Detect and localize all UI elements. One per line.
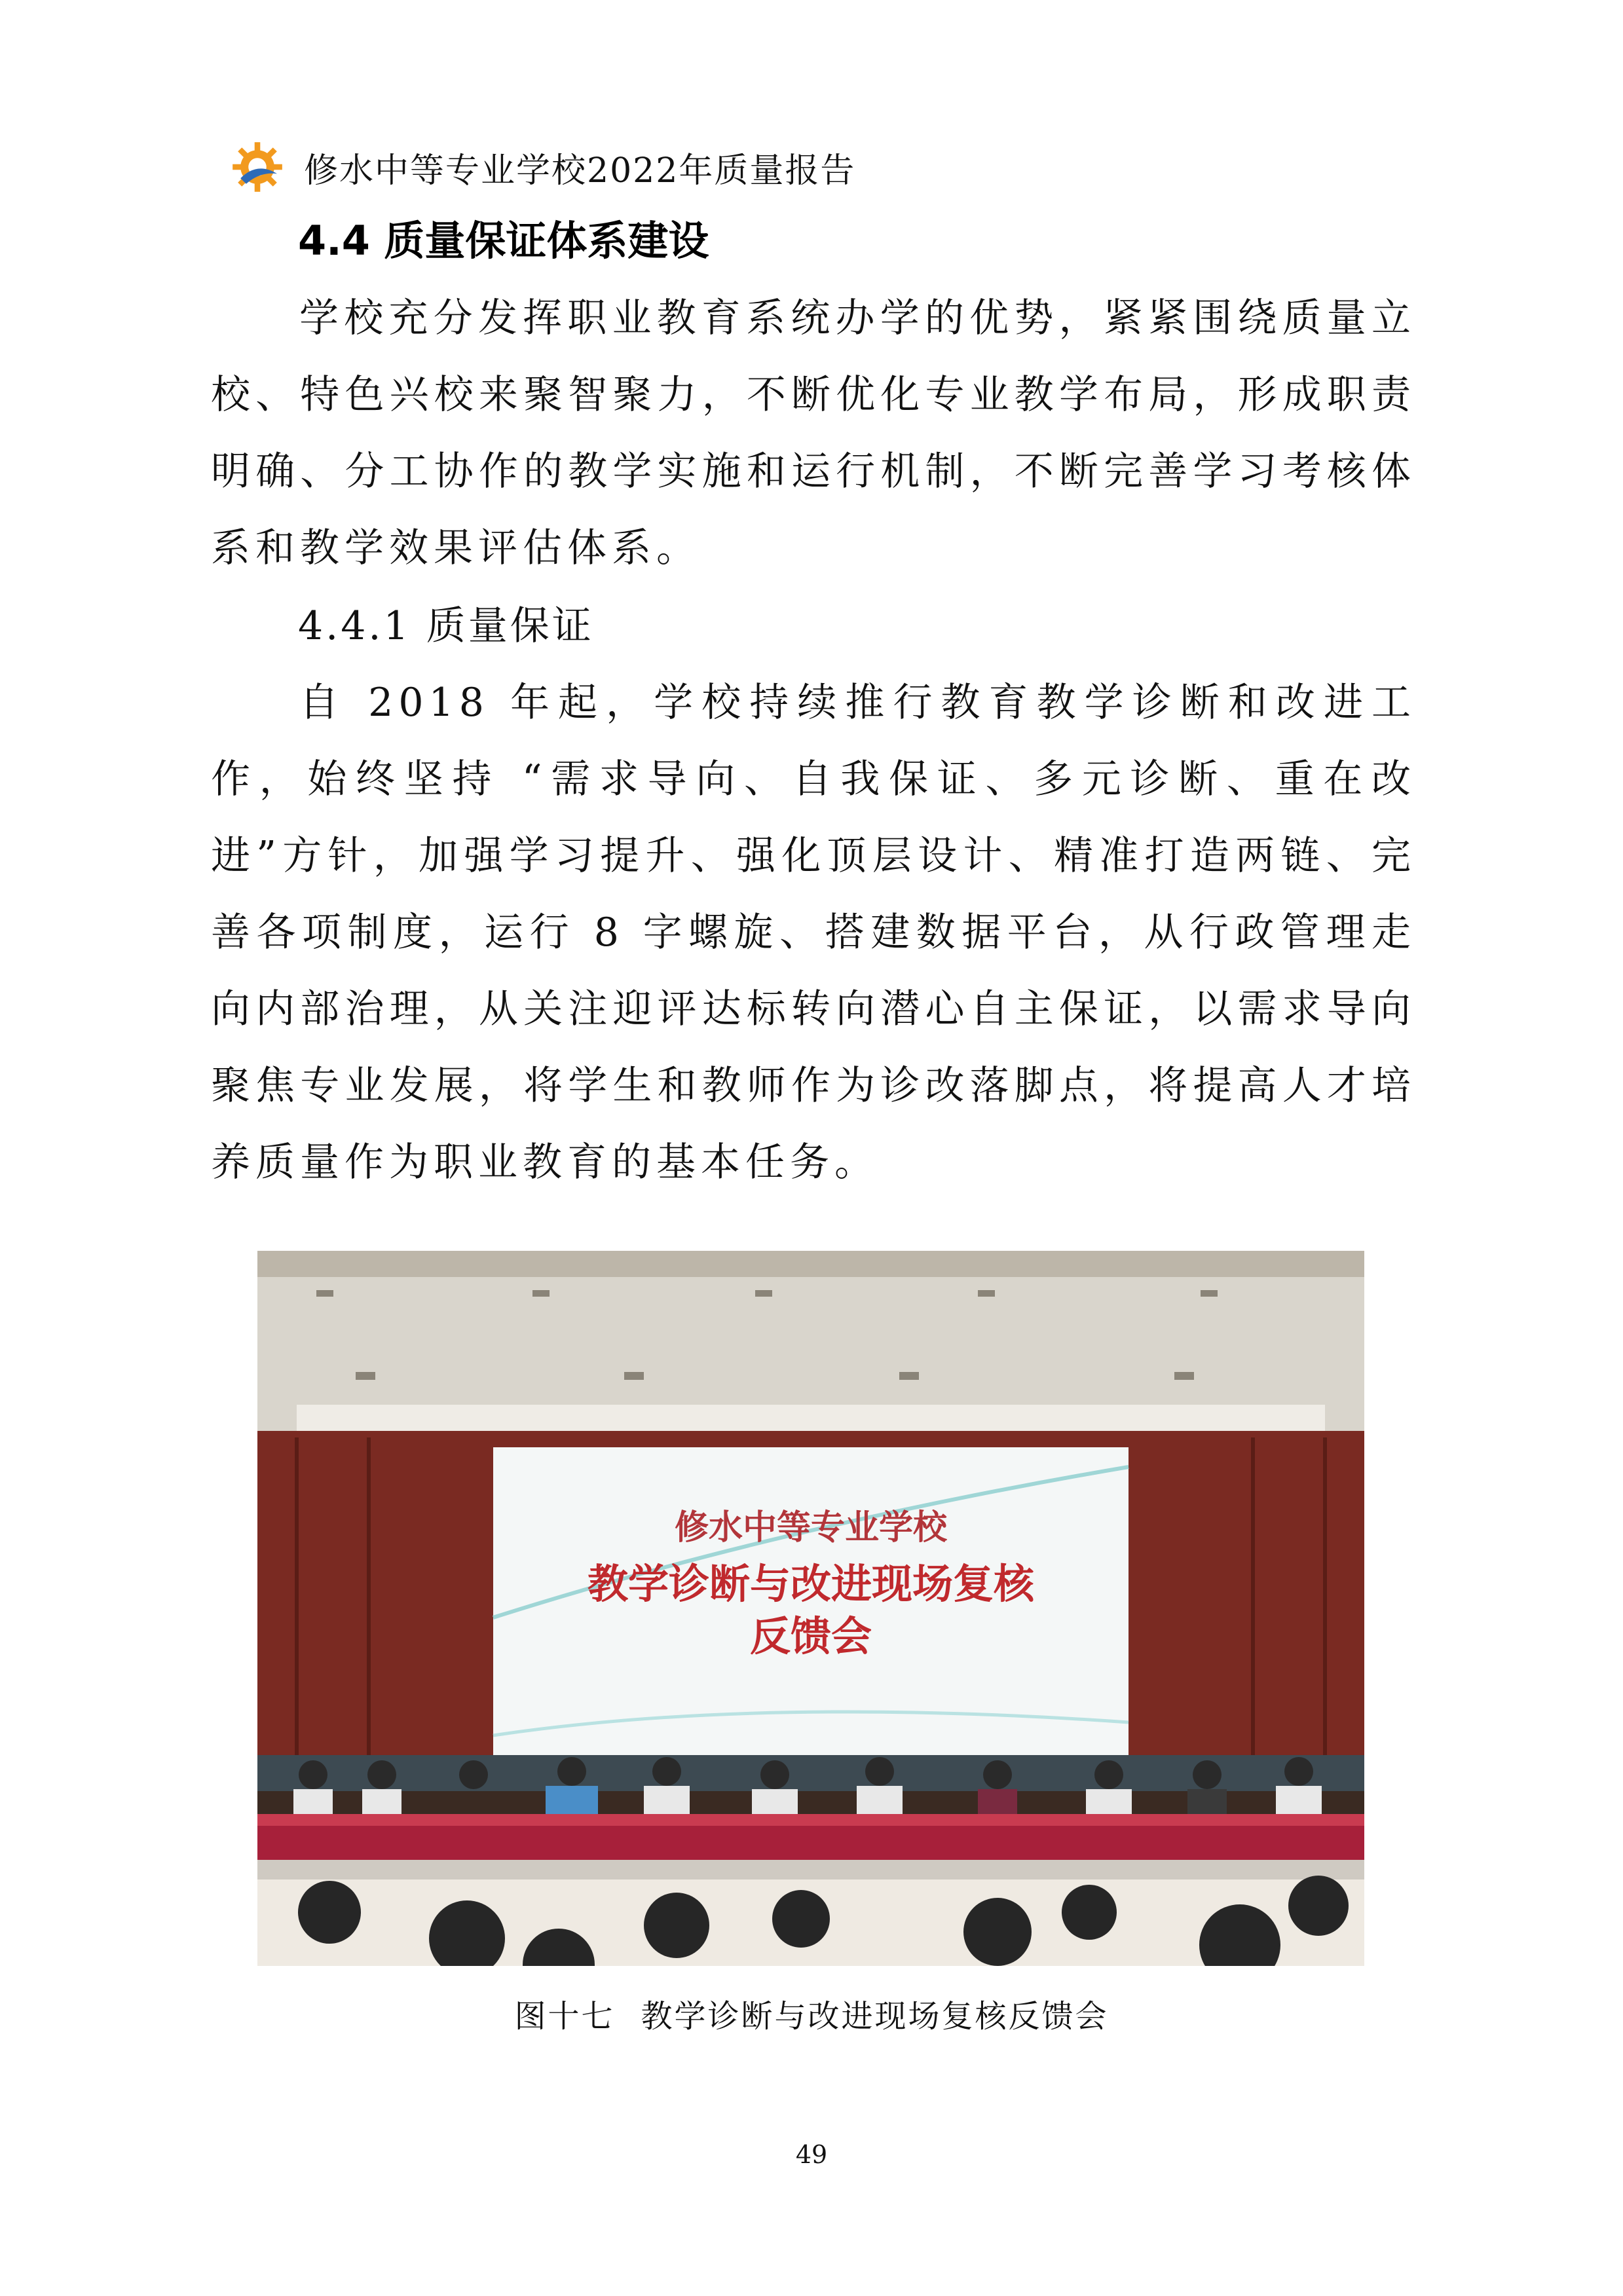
meeting-photo	[257, 1251, 1364, 1966]
subsection-heading: 4.4.1 质量保证	[298, 603, 594, 649]
subsection-paragraph: 自 2018 年起，学校持续推行教育教学诊断和改进工作，始终坚持 “需求导向、自我保证、多元诊断、重在改进”方针，加强学习提升、强化顶层设计、精准打造两链、完善各项制度，运行 8 字螺旋、搭建数据平台，从行政管理走向内部治理，从关注迎评达标转向潜心自主保证，以需求导向聚焦专业发展，将学生和教师作为诊改落脚点，将提高人才培养质量作为职业教育的基本任务。	[211, 680, 1416, 1185]
figure-caption-text: 教学诊断与改进现场复核反馈会	[641, 1998, 1109, 2035]
report-title: 修水中等专业学校2022年质量报告	[304, 151, 856, 191]
screen-meeting-subtitle: 反馈会	[749, 1612, 872, 1660]
page-header	[229, 131, 855, 203]
page-number: 49	[795, 2140, 828, 2169]
school-emblem-icon	[229, 139, 286, 195]
figure-caption	[0, 1991, 1623, 2036]
screen-school-name: 修水中等专业学校	[674, 1508, 948, 1547]
intro-paragraph: 学校充分发挥职业教育系统办学的优势，紧紧围绕质量立校、特色兴校来聚智聚力，不断优化专业教学布局，形成职责明确、分工协作的教学实施和运行机制，不断完善学习考核体系和教学效果评估体系。	[211, 295, 1416, 571]
figure-label: 图十七	[514, 1998, 615, 2035]
screen-meeting-title: 教学诊断与改进现场复核	[587, 1560, 1035, 1608]
section-heading: 4.4 质量保证体系建设	[298, 217, 709, 265]
